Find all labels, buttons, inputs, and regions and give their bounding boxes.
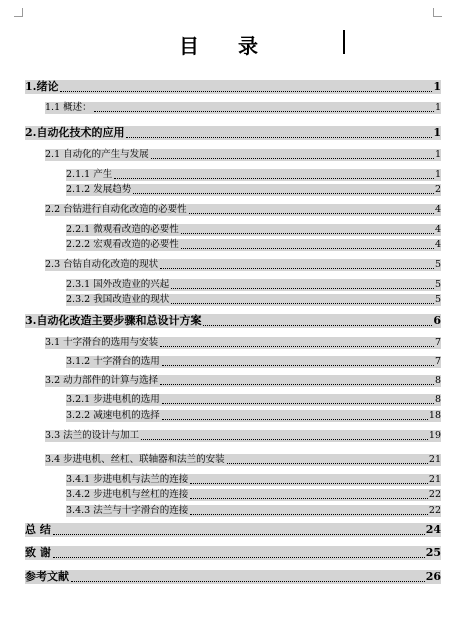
toc-entry[interactable] bbox=[45, 204, 441, 216]
toc-page-number: 22 bbox=[428, 505, 441, 516]
dot-leader bbox=[133, 193, 434, 194]
toc-entry[interactable] bbox=[66, 410, 441, 422]
toc-page-number: 26 bbox=[425, 570, 441, 583]
dot-leader bbox=[94, 111, 434, 112]
toc-page-number: 4 bbox=[434, 204, 441, 215]
toc-entry[interactable] bbox=[66, 169, 441, 181]
dot-leader bbox=[181, 233, 434, 234]
toc-entry[interactable] bbox=[66, 474, 441, 486]
dot-leader bbox=[162, 365, 434, 366]
dot-leader bbox=[162, 403, 434, 404]
toc-entry-title: 1.绪论 bbox=[25, 80, 59, 93]
toc-entry[interactable] bbox=[66, 184, 441, 196]
toc-entry-title: 1.1 概述： bbox=[45, 102, 92, 113]
toc-page-number: 1 bbox=[434, 169, 441, 180]
dot-leader bbox=[171, 288, 434, 289]
text-cursor bbox=[343, 30, 345, 54]
toc-entry[interactable] bbox=[45, 102, 441, 114]
toc-page-number: 2 bbox=[434, 184, 441, 195]
toc-entry-title: 2.3.2 我国改造业的现状 bbox=[66, 294, 170, 305]
toc-entry[interactable] bbox=[45, 454, 441, 466]
toc-entry[interactable] bbox=[66, 505, 441, 517]
toc-entry-title: 2.自动化技术的应用 bbox=[25, 126, 125, 139]
toc-page-number: 21 bbox=[428, 474, 441, 485]
toc-entry-title: 2.2 台钻进行自动化改造的必要性 bbox=[45, 204, 187, 215]
toc-entry[interactable] bbox=[45, 337, 441, 349]
dot-leader bbox=[190, 514, 428, 515]
toc-entry-title: 2.1.2 发展趋势 bbox=[66, 184, 132, 195]
dot-leader bbox=[71, 581, 425, 582]
toc-entry-title: 2.1 自动化的产生与发展 bbox=[45, 149, 149, 160]
toc-entry[interactable] bbox=[66, 489, 441, 501]
toc-page-number: 1 bbox=[433, 80, 441, 93]
toc-entry[interactable] bbox=[25, 546, 441, 560]
dot-leader bbox=[189, 213, 434, 214]
toc-entry[interactable] bbox=[25, 523, 441, 537]
dot-leader bbox=[181, 248, 434, 249]
dot-leader bbox=[160, 346, 434, 347]
toc-entry-title: 2.2.2 宏观看改造的必要性 bbox=[66, 239, 179, 250]
toc-entry-title: 3.3 法兰的设计与加工 bbox=[45, 430, 140, 441]
toc-entry-title: 致 谢 bbox=[25, 546, 51, 559]
toc-entry[interactable] bbox=[45, 259, 441, 271]
toc-entry-title: 参考文献 bbox=[25, 570, 69, 583]
toc-entry-title: 3.2 动力部件的计算与选择 bbox=[45, 375, 159, 386]
toc-page-number: 7 bbox=[434, 356, 441, 367]
toc-entry[interactable] bbox=[45, 149, 441, 161]
toc-page-number: 1 bbox=[433, 126, 441, 139]
toc-entry-title: 总 结 bbox=[25, 523, 51, 536]
toc-entry-title: 3.2.2 减速电机的选择 bbox=[66, 410, 160, 421]
dot-leader bbox=[53, 557, 425, 558]
toc-page-number: 25 bbox=[425, 546, 441, 559]
dot-leader bbox=[190, 498, 428, 499]
toc-entry[interactable] bbox=[66, 394, 441, 406]
toc-entry-title: 3.4 步进电机、丝杠、联轴器和法兰的安装 bbox=[45, 454, 225, 465]
dot-leader bbox=[190, 483, 428, 484]
toc-page-number: 5 bbox=[434, 279, 441, 290]
toc-page-number: 7 bbox=[434, 337, 441, 348]
toc-entry-title: 3.2.1 步进电机的选用 bbox=[66, 394, 160, 405]
toc-entry-title: 3.1 十字滑台的选用与安装 bbox=[45, 337, 159, 348]
toc-page-number: 24 bbox=[425, 523, 441, 536]
toc-page-number: 1 bbox=[434, 102, 441, 113]
toc-page-number: 5 bbox=[434, 294, 441, 305]
toc-entry-title: 2.2.1 微观看改造的必要性 bbox=[66, 224, 179, 235]
toc-entry-title: 3.4.1 步进电机与法兰的连接 bbox=[66, 474, 189, 485]
toc-page-number: 5 bbox=[434, 259, 441, 270]
dot-leader bbox=[203, 325, 432, 326]
page-corner-mark-top-right bbox=[433, 8, 442, 17]
toc-page-number: 19 bbox=[428, 430, 441, 441]
dot-leader bbox=[53, 534, 425, 535]
toc-entry[interactable] bbox=[66, 239, 441, 251]
toc-page-number: 4 bbox=[434, 224, 441, 235]
toc-entry-title: 2.3.1 国外改造业的兴起 bbox=[66, 279, 170, 290]
toc-page-number: 1 bbox=[434, 149, 441, 160]
toc-entry[interactable] bbox=[25, 314, 441, 328]
toc-page-number: 22 bbox=[428, 489, 441, 500]
toc-entry-title: 3.自动化改造主要步骤和总设计方案 bbox=[25, 314, 202, 327]
dot-leader bbox=[227, 463, 428, 464]
toc-entry[interactable] bbox=[66, 294, 441, 306]
toc-entry[interactable] bbox=[66, 279, 441, 291]
toc-entry[interactable] bbox=[66, 224, 441, 236]
toc-page-number: 6 bbox=[433, 314, 441, 327]
toc-entry[interactable] bbox=[25, 80, 441, 94]
dot-leader bbox=[114, 178, 434, 179]
toc-page-number: 21 bbox=[428, 454, 441, 465]
toc-entry-title: 3.4.2 步进电机与丝杠的连接 bbox=[66, 489, 189, 500]
dot-leader bbox=[151, 158, 434, 159]
dot-leader bbox=[171, 303, 434, 304]
toc-entry[interactable] bbox=[45, 430, 441, 442]
toc-entry-title: 2.1.1 产生 bbox=[66, 169, 113, 180]
toc-page-number: 18 bbox=[428, 410, 441, 421]
dot-leader bbox=[160, 384, 434, 385]
toc-entry-title: 3.4.3 法兰与十字滑台的连接 bbox=[66, 505, 189, 516]
toc-entry[interactable] bbox=[25, 570, 441, 584]
page-corner-mark-top-left bbox=[14, 8, 23, 17]
dot-leader bbox=[126, 137, 432, 138]
dot-leader bbox=[60, 91, 432, 92]
dot-leader bbox=[160, 268, 434, 269]
toc-entry[interactable] bbox=[66, 356, 441, 368]
dot-leader bbox=[162, 419, 428, 420]
toc-page-number: 8 bbox=[434, 375, 441, 386]
toc-entry[interactable] bbox=[25, 126, 441, 140]
toc-entry-title: 2.3 台钻自动化改造的现状 bbox=[45, 259, 159, 270]
dot-leader bbox=[141, 439, 428, 440]
toc-entry[interactable] bbox=[45, 375, 441, 387]
toc-page-number: 4 bbox=[434, 239, 441, 250]
toc-title: 目 录 bbox=[179, 34, 274, 58]
toc-entry-title: 3.1.2 十字滑台的选用 bbox=[66, 356, 160, 367]
toc-page-number: 8 bbox=[434, 394, 441, 405]
